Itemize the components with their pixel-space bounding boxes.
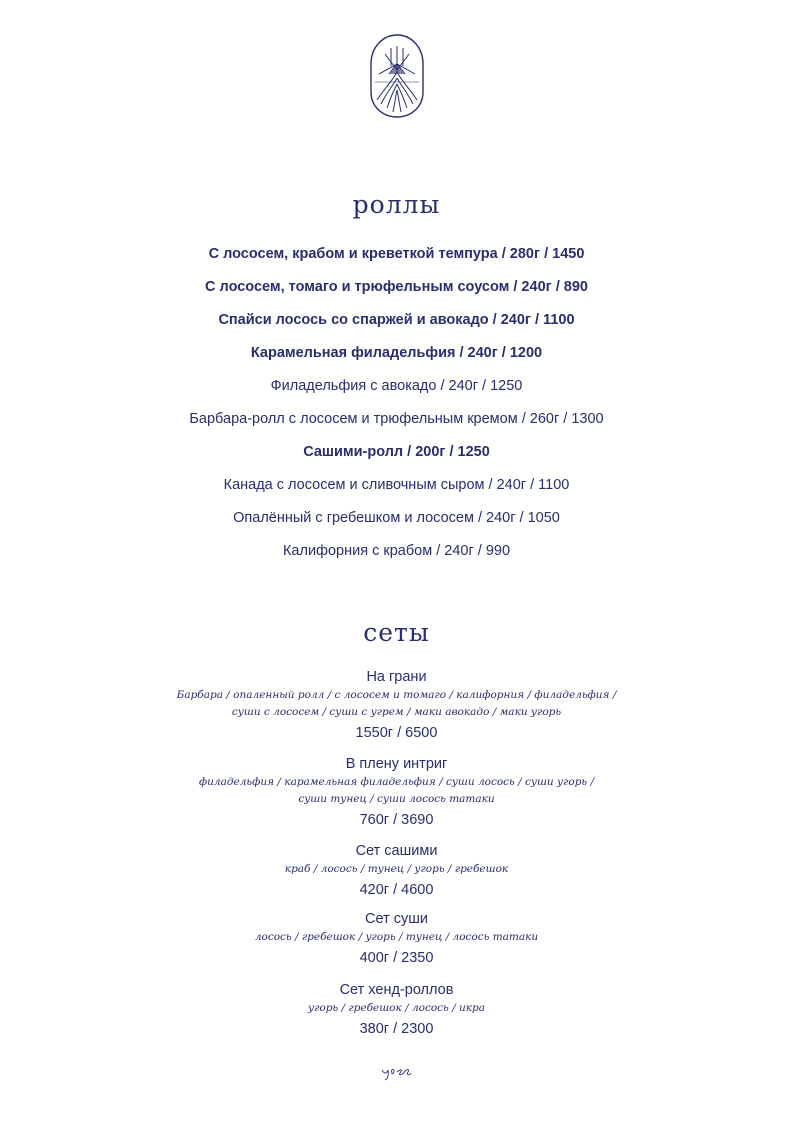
set-price: 400г / 2350 bbox=[359, 950, 434, 966]
roll-item: Калифорния с крабом / 240г / 990 bbox=[282, 543, 511, 559]
roll-item: Канада с лососем и сливочным сыром / 240г / 1100 bbox=[223, 477, 570, 493]
roll-item: Барбара-ролл с лососем и трюфельным кремом / 260г / 1300 bbox=[189, 411, 604, 427]
sets-section-title: сеты bbox=[363, 618, 430, 647]
set-item bbox=[0, 841, 793, 902]
roll-item: С лососем, томаго и трюфельным соусом / 240г / 890 bbox=[205, 279, 588, 295]
set-name: На грани bbox=[366, 669, 427, 685]
set-item bbox=[0, 909, 793, 970]
botanical-emblem-logo bbox=[369, 34, 425, 118]
set-description: филадельфия / карамельная филадельфия / суши лосось / суши угорь / bbox=[198, 776, 595, 788]
set-item bbox=[0, 667, 793, 745]
set-name: Сет хенд-роллов bbox=[339, 982, 454, 998]
set-description: краб / лосось / тунец / угорь / гребешок bbox=[284, 863, 509, 875]
roll-item: Филадельфия с авокадо / 240г / 1250 bbox=[270, 378, 523, 394]
set-name: В плену интриг bbox=[345, 756, 448, 772]
set-price: 420г / 4600 bbox=[359, 882, 434, 898]
set-description: лосось / гребешок / угорь / тунец / лосось татаки bbox=[254, 931, 539, 943]
roll-item: С лососем, крабом и креветкой темпура / 280г / 1450 bbox=[208, 246, 585, 262]
roll-item: Спайси лосось со спаржей и авокадо / 240г / 1100 bbox=[218, 312, 575, 328]
set-price: 1550г / 6500 bbox=[355, 725, 438, 741]
rolls-list bbox=[0, 242, 793, 572]
set-description: угорь / гребешок / лосось / икра bbox=[307, 1002, 486, 1014]
rolls-section-title: роллы bbox=[352, 190, 441, 219]
set-description: суши тунец / суши лосось татаки bbox=[298, 793, 495, 805]
roll-item: Опалённый с гребешком и лососем / 240г / 1050 bbox=[233, 510, 560, 526]
signature-mark bbox=[379, 1060, 413, 1082]
set-item bbox=[0, 980, 793, 1041]
roll-item: Сашими-ролл / 200г / 1250 bbox=[303, 444, 490, 460]
set-description: суши с лососем / суши с угрем / маки авокадо / маки угорь bbox=[231, 706, 562, 718]
set-price: 760г / 3690 bbox=[359, 812, 434, 828]
set-item bbox=[0, 754, 793, 832]
set-name: Сет сашими bbox=[355, 843, 438, 859]
set-price: 380г / 2300 bbox=[359, 1021, 434, 1037]
roll-item: Карамельная филадельфия / 240г / 1200 bbox=[250, 345, 543, 361]
set-name: Сет суши bbox=[365, 911, 428, 927]
set-description: Барбара / опаленный ролл / с лососем и томаго / калифорния / филадельфия / bbox=[176, 689, 617, 701]
